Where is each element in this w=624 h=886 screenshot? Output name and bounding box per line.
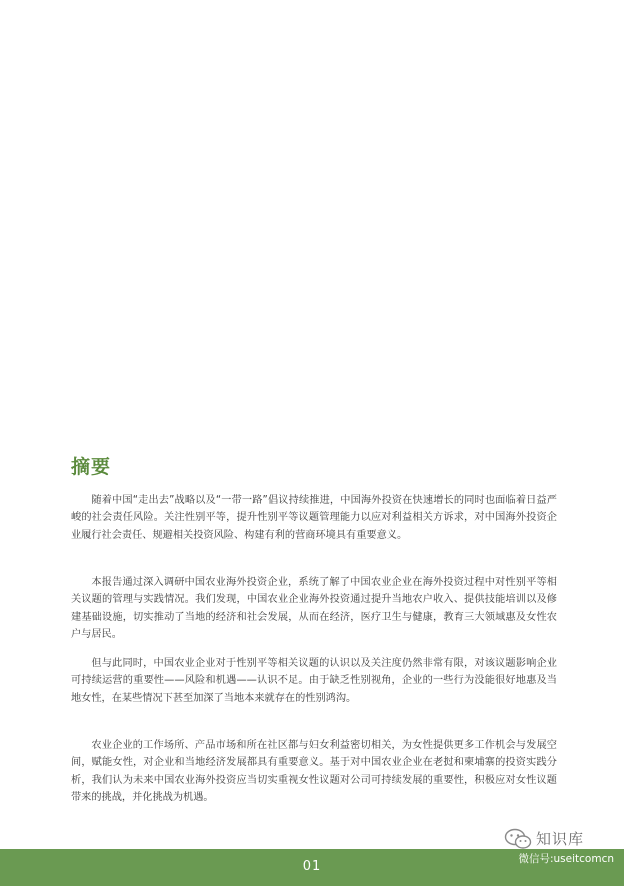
section-title: 摘要 xyxy=(71,456,112,478)
abstract-paragraph: 随着中国“走出去”战略以及“一带一路”倡议持续推进，中国海外投资在快速增长的同时也面临着日益严峻的社会责任风险。关注性别平等，提升性别平等议题管理能力以应对利益相关方诉求，对中国海外投资企业履行社会责任、规避相关投资风险、构建有利的营商环境具有重要意义。 xyxy=(71,495,557,541)
abstract-paragraph: 但与此同时，中国农业企业对于性别平等相关议题的认识以及关注度仍然非常有限，对该议题影响企业可持续运营的重要性——风险和机遇——认识不足。由于缺乏性别视角，企业的一些行为没能很好地惠及当地女性，在某些情况下甚至加深了当地本来就存在的性别鸿沟。 xyxy=(71,658,557,704)
abstract-paragraph: 农业企业的工作场所、产品市场和所在社区都与妇女利益密切相关，为女性提供更多工作机会与发展空间，赋能女性，对企业和当地经济发展都具有重要意义。基于对中国农业企业在老挝和柬埔寨的投资实践分析，我们认为未来中国农业海外投资应当切实重视女性议题对公司可持续发展的重要性，积极应对女性议题带来的挑战，并化挑战为机遇。 xyxy=(71,740,557,803)
page-number: 01 xyxy=(302,859,322,874)
abstract-paragraph: 本报告通过深入调研中国农业海外投资企业，系统了解了中国农业企业在海外投资过程中对性别平等相关议题的管理与实践情况。我们发现，中国农业企业海外投资通过提升当地农户收入、提供技能培训以及修建基础设施，切实推动了当地的经济和社会发展，从而在经济，医疗卫生与健康，教育三大领域惠及女性农户与居民。 xyxy=(71,577,557,640)
wechat-icon xyxy=(504,828,532,850)
watermark xyxy=(484,828,614,868)
watermark-account: 微信号:useitcomcn xyxy=(518,853,614,865)
watermark-brand: 知识库 xyxy=(536,830,585,848)
